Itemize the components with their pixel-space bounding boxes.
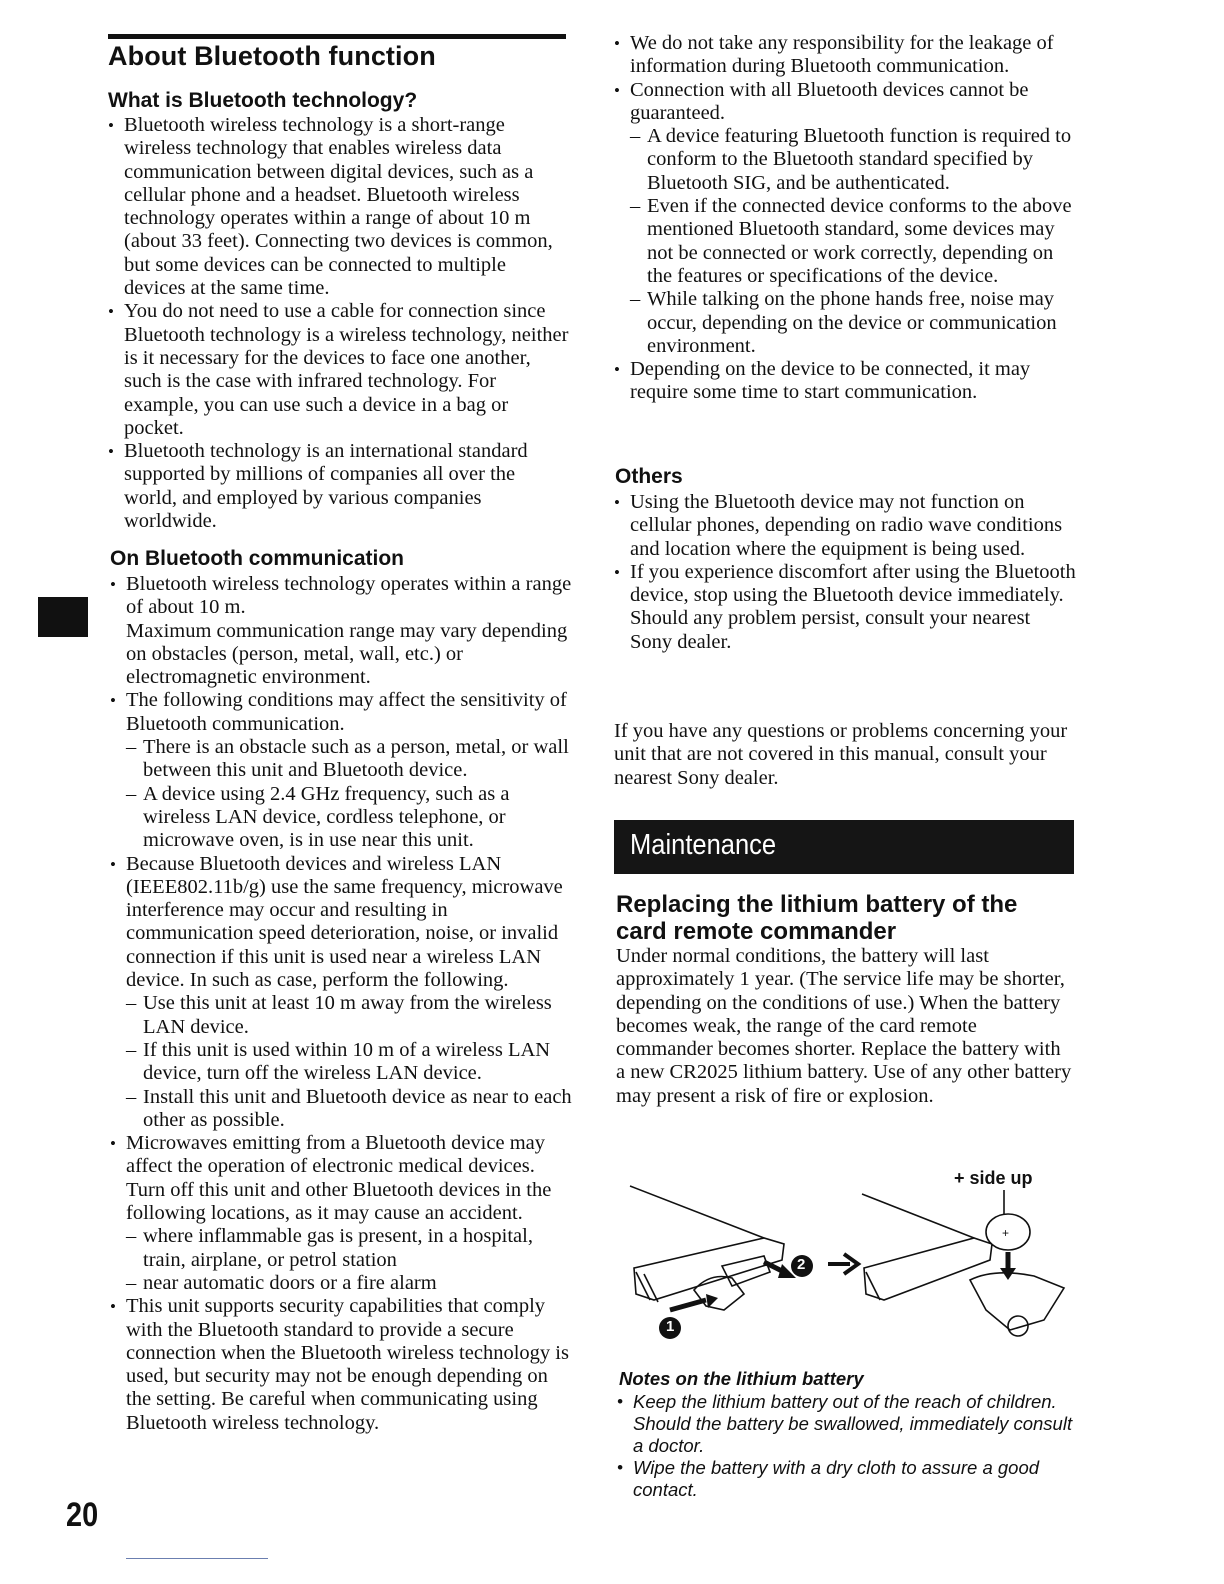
push-arrow — [670, 1300, 706, 1310]
footer-rule — [126, 1558, 268, 1559]
section-rule — [108, 34, 566, 39]
lithium-battery-coin — [986, 1190, 1030, 1280]
list-item: • Bluetooth wireless technology is a short-range wireless technology that enables wireless data communication between digital devices, such as a cellular phone and a headset. Bluetooth wireless technology operates within a range of about 10 m (about 33 feet). Connecting two devices is common, but some devices can be connected to multiple devices at the same time. — [108, 114, 570, 300]
remote-commander-left — [630, 1186, 784, 1310]
sub-list-item: – Use this unit at least 10 m away from the wireless LAN device. — [126, 992, 572, 1039]
bullet-text: Because Bluetooth devices and wireless LAN (IEEE802.11b/g) use the same frequency, microwave interference may occur and resulting in communication speed deterioration, noise, or invalid connection if this unit is used near a wireless LAN device. In such as case, perform the following. — [126, 852, 563, 992]
list-item — [110, 853, 572, 1133]
sub-list-item: – near automatic doors or a fire alarm — [126, 1272, 572, 1295]
bluetooth-notes-list — [614, 32, 1076, 405]
maintenance-title: Maintenance — [630, 829, 777, 861]
figure-label-side-up: + side up — [954, 1168, 1033, 1188]
sub-list-item: – where inflammable gas is present, in a hospital, train, airplane, or petrol station — [126, 1225, 572, 1272]
remote-commander-right — [862, 1194, 1064, 1336]
section-title-bluetooth: About Bluetooth function — [108, 41, 436, 71]
list-item: • Depending on the device to be connected, it may require some time to start communication. — [614, 358, 1076, 405]
list-item: • Using the Bluetooth device may not function on cellular phones, depending on radio wave conditions and location where the equipment is being used. — [614, 491, 1076, 561]
list-item: • If you experience discomfort after using the Bluetooth device, stop using the Bluetooth device immediately. Should any problem persist, consult your nearest Sony dealer. — [614, 561, 1076, 654]
what-is-bluetooth-list — [108, 114, 570, 533]
sub-list-item: – If this unit is used within 10 m of a wireless LAN device, turn off the wireless LAN device. — [126, 1039, 572, 1086]
battery-notes-list — [617, 1391, 1077, 1501]
sub-list-item: – A device using 2.4 GHz frequency, such as a wireless LAN device, cordless telephone, or microwave oven, is in use near this unit. — [126, 783, 572, 853]
step-2-label: 2 — [797, 1256, 806, 1273]
list-item: • Bluetooth technology is an international standard supported by millions of companies all over the world, and employed by various companies worldwide. — [108, 440, 570, 533]
subsection-title-what-is-bluetooth: What is Bluetooth technology? — [108, 89, 418, 112]
sub-list-item: – There is an obstacle such as a person, metal, or wall between this unit and Bluetooth device. — [126, 736, 572, 783]
sub-list-item: – A device featuring Bluetooth function is required to conform to the Bluetooth standard specified by Bluetooth SIG, and be authenticated. — [630, 125, 1076, 195]
bullet-text: The following conditions may affect the sensitivity of Bluetooth communication. — [126, 689, 567, 735]
bullet-text: Bluetooth wireless technology operates within a range of about 10 m. — [126, 573, 572, 619]
sub-list-item: – Install this unit and Bluetooth device as near to each other as possible. — [126, 1086, 572, 1133]
maintenance-banner — [614, 820, 1074, 874]
sub-list-item: – Even if the connected device conforms to the above mentioned Bluetooth standard, some devices may not be connected or work correctly, depending on the features or specifications of the device. — [630, 195, 1076, 288]
list-item: • Keep the lithium battery out of the reach of children. Should the battery be swallowed, immediately consult a doctor. — [617, 1391, 1077, 1457]
sub-list-item: – While talking on the phone hands free, noise may occur, depending on the device or communication environment. — [630, 288, 1076, 358]
subsection-title-replace-battery: Replacing the lithium battery of the card remote commander — [616, 891, 1018, 945]
list-item: • This unit supports security capabilities that comply with the Bluetooth standard to provide a secure connection when the Bluetooth wireless technology is used, but security may not be enough depending on the setting. Be careful when communicating using Bluetooth wireless technology. — [110, 1295, 572, 1435]
step-1-label: 1 — [666, 1318, 675, 1335]
notes-title: Notes on the lithium battery — [619, 1368, 864, 1389]
others-list — [614, 491, 1076, 654]
list-item — [614, 79, 1076, 359]
subsection-title-others: Others — [615, 465, 683, 488]
list-item — [110, 573, 572, 689]
page-number: 20 — [66, 1496, 99, 1534]
bullet-text: Connection with all Bluetooth devices cannot be guaranteed. — [630, 78, 1029, 124]
svg-text:+: + — [1002, 1226, 1010, 1240]
list-item — [110, 1132, 572, 1295]
list-item: • Wipe the battery with a dry cloth to assure a good contact. — [617, 1457, 1077, 1501]
replace-battery-paragraph: Under normal conditions, the battery will last approximately 1 year. (The service life may be shorter, depending on the conditions of use.) When the battery becomes weak, the range of the card remote commander becomes shorter. Replace the battery with a new CR2025 lithium battery. Use of any other battery may present a risk of fire or explosion. — [616, 945, 1072, 1107]
list-item: • You do not need to use a cable for connection since Bluetooth technology is a wireless technology, neither is it necessary for the devices to face one another, such is the case with infrared technology. For example, you can use such a device in a bag or pocket. — [108, 300, 570, 440]
list-item: • We do not take any responsibility for the leakage of information during Bluetooth communication. — [614, 32, 1076, 79]
subsection-title-communication: On Bluetooth communication — [110, 547, 404, 570]
communication-list — [110, 573, 572, 1435]
bullet-continuation: Maximum communication range may vary depending on obstacles (person, metal, wall, etc.) or electromagnetic environment. — [126, 619, 568, 689]
list-item — [110, 689, 572, 852]
battery-diagram-illustration — [614, 1160, 1074, 1360]
chapter-tab-marker — [38, 597, 88, 637]
contact-paragraph: If you have any questions or problems concerning your unit that are not covered in this manual, consult your nearest Sony dealer. — [614, 720, 1068, 789]
bullet-text: Microwaves emitting from a Bluetooth device may affect the operation of electronic medical devices. Turn off this unit and other Bluetooth devices in the following locations, as it may cause an accident. — [126, 1132, 552, 1225]
battery-replacement-figure — [614, 1160, 1074, 1360]
